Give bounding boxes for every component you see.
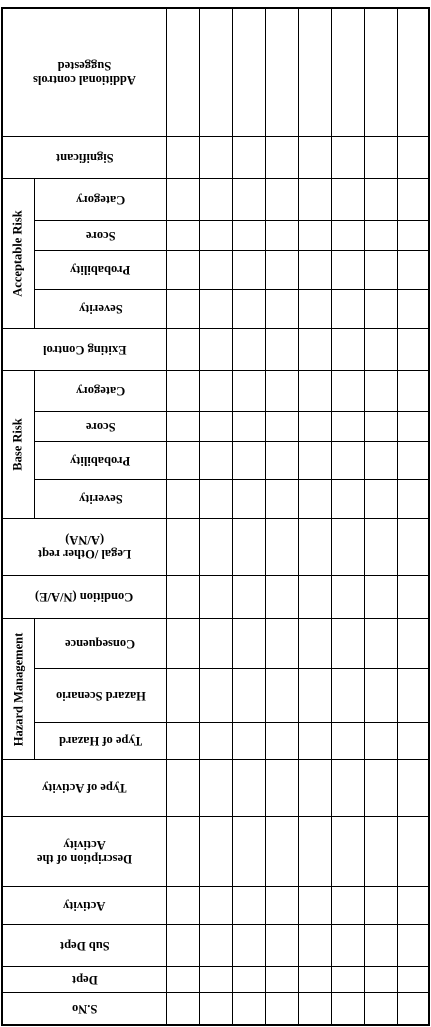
blank-cell <box>364 759 397 816</box>
blank-cell <box>265 668 298 722</box>
blank-cell <box>298 668 331 722</box>
header-acc-severity <box>34 289 166 328</box>
blank-cell <box>331 575 364 618</box>
blank-cell <box>298 411 331 441</box>
blank-cell <box>298 370 331 411</box>
header-acc-probability-label: Probability <box>70 263 131 277</box>
blank-cell <box>364 220 397 250</box>
blank-cell <box>199 328 232 370</box>
blank-cell <box>298 8 331 136</box>
header-legal-label: Legal /Other reqt (A/NA) <box>37 533 132 561</box>
blank-cell <box>166 759 199 816</box>
blank-cell <box>397 722 430 759</box>
header-acc-category-label: Category <box>75 192 126 207</box>
blank-cell <box>199 924 232 966</box>
blank-cell <box>265 136 298 178</box>
blank-cell <box>265 441 298 479</box>
blank-cell <box>298 816 331 886</box>
blank-cell <box>265 759 298 816</box>
header-base-severity-label: Severity <box>78 492 123 506</box>
blank-cell <box>298 518 331 575</box>
blank-cell <box>364 924 397 966</box>
blank-cell <box>331 966 364 992</box>
blank-cell <box>265 575 298 618</box>
blank-cell <box>298 966 331 992</box>
blank-cell <box>397 136 430 178</box>
blank-cell <box>199 668 232 722</box>
blank-cell <box>199 816 232 886</box>
blank-cell <box>166 992 199 1025</box>
blank-cell <box>232 178 265 220</box>
blank-cell <box>265 518 298 575</box>
blank-cell <box>166 411 199 441</box>
blank-cell <box>166 479 199 518</box>
blank-cell <box>265 722 298 759</box>
blank-cell <box>166 178 199 220</box>
blank-cell <box>331 136 364 178</box>
blank-cell <box>397 178 430 220</box>
header-activity-label: Activity <box>63 898 106 913</box>
group-hazard-management-label: Hazard Management <box>11 632 25 746</box>
blank-cell <box>199 250 232 289</box>
blank-cell <box>331 518 364 575</box>
header-type-of-activity-label: Type of Activity <box>42 781 127 795</box>
blank-cell <box>232 220 265 250</box>
blank-cell <box>166 289 199 328</box>
header-acc-severity-label: Severity <box>78 302 123 316</box>
blank-cell <box>397 411 430 441</box>
blank-cell <box>232 618 265 668</box>
blank-cell <box>232 328 265 370</box>
header-additional-controls-label: Additional controls Suggested <box>33 58 136 87</box>
blank-cell <box>265 992 298 1025</box>
blank-cell <box>298 924 331 966</box>
blank-cell <box>199 220 232 250</box>
blank-cell <box>397 886 430 924</box>
blank-cell <box>331 816 364 886</box>
blank-cell <box>397 370 430 411</box>
blank-cell <box>331 411 364 441</box>
blank-cell <box>232 722 265 759</box>
blank-cell <box>397 575 430 618</box>
header-base-category-label: Category <box>75 384 126 398</box>
blank-cell <box>298 289 331 328</box>
blank-cell <box>364 886 397 924</box>
blank-cell <box>364 668 397 722</box>
header-significant <box>2 136 166 178</box>
blank-cell <box>265 966 298 992</box>
header-type-of-activity <box>2 759 166 816</box>
blank-cell <box>199 178 232 220</box>
header-sub-dept <box>2 924 166 966</box>
blank-cell <box>166 8 199 136</box>
header-description-label: Description of the Activity <box>36 837 133 866</box>
blank-cell <box>397 759 430 816</box>
group-base-risk <box>2 370 34 518</box>
blank-cell <box>199 886 232 924</box>
header-legal <box>2 518 166 575</box>
group-base-risk-label: Base Risk <box>11 418 26 471</box>
header-hazard-scenario-label: Hazard Scenario <box>55 688 146 703</box>
blank-cell <box>397 250 430 289</box>
blank-cell <box>232 289 265 328</box>
blank-cell <box>331 220 364 250</box>
blank-cell <box>166 966 199 992</box>
blank-cell <box>199 289 232 328</box>
blank-cell <box>232 668 265 722</box>
header-existing-control <box>2 328 166 370</box>
blank-cell <box>265 370 298 411</box>
blank-cell <box>331 250 364 289</box>
blank-cell <box>298 618 331 668</box>
blank-cell <box>199 722 232 759</box>
blank-cell <box>298 575 331 618</box>
blank-cell <box>364 8 397 136</box>
blank-cell <box>364 518 397 575</box>
blank-cell <box>265 886 298 924</box>
blank-cell <box>397 479 430 518</box>
blank-cell <box>232 370 265 411</box>
blank-cell <box>199 575 232 618</box>
blank-cell <box>166 722 199 759</box>
blank-cell <box>232 518 265 575</box>
blank-cell <box>199 411 232 441</box>
blank-cell <box>364 250 397 289</box>
header-description <box>2 816 166 886</box>
blank-cell <box>199 518 232 575</box>
blank-cell <box>232 886 265 924</box>
blank-cell <box>232 479 265 518</box>
header-sub-dept-label: Sub Dept <box>59 938 110 953</box>
blank-cell <box>331 722 364 759</box>
blank-cell <box>364 966 397 992</box>
blank-cell <box>166 886 199 924</box>
header-acc-score-label: Score <box>85 228 116 243</box>
blank-cell <box>166 328 199 370</box>
blank-cell <box>397 220 430 250</box>
blank-cell <box>364 479 397 518</box>
blank-cell <box>364 328 397 370</box>
group-hazard-management <box>2 618 34 759</box>
blank-cell <box>364 618 397 668</box>
header-type-of-hazard-label: Type of Hazard <box>58 734 143 748</box>
blank-cell <box>166 816 199 886</box>
blank-cell <box>265 479 298 518</box>
group-acceptable-risk-label: Acceptable Risk <box>11 210 26 297</box>
blank-cell <box>331 924 364 966</box>
header-base-category <box>34 370 166 411</box>
header-sno <box>2 992 166 1025</box>
blank-cell <box>199 8 232 136</box>
blank-cell <box>298 220 331 250</box>
header-acc-probability <box>34 250 166 289</box>
blank-cell <box>397 441 430 479</box>
blank-cell <box>298 250 331 289</box>
header-base-severity <box>34 479 166 518</box>
blank-cell <box>199 992 232 1025</box>
blank-cell <box>265 250 298 289</box>
blank-cell <box>331 668 364 722</box>
blank-cell <box>199 618 232 668</box>
blank-cell <box>331 479 364 518</box>
blank-cell <box>331 886 364 924</box>
header-acc-score <box>34 220 166 250</box>
blank-cell <box>166 220 199 250</box>
blank-cell <box>397 289 430 328</box>
header-condition <box>2 575 166 618</box>
blank-cell <box>232 8 265 136</box>
blank-cell <box>199 370 232 411</box>
header-consequence <box>34 618 166 668</box>
blank-cell <box>397 992 430 1025</box>
blank-cell <box>364 178 397 220</box>
blank-cell <box>364 289 397 328</box>
blank-cell <box>298 722 331 759</box>
header-activity <box>2 886 166 924</box>
blank-cell <box>166 441 199 479</box>
blank-cell <box>331 178 364 220</box>
blank-cell <box>265 411 298 441</box>
blank-cell <box>199 441 232 479</box>
blank-cell <box>397 816 430 886</box>
blank-cell <box>364 136 397 178</box>
blank-cell <box>364 816 397 886</box>
blank-cell <box>298 178 331 220</box>
blank-cell <box>166 575 199 618</box>
blank-cell <box>331 441 364 479</box>
blank-cell <box>298 328 331 370</box>
blank-cell <box>199 966 232 992</box>
blank-cell <box>166 136 199 178</box>
blank-cell <box>265 618 298 668</box>
group-acceptable-risk <box>2 178 34 328</box>
blank-cell <box>397 618 430 668</box>
header-base-probability-label: Probability <box>70 453 131 468</box>
header-dept-label: Dept <box>71 972 98 987</box>
blank-cell <box>331 289 364 328</box>
blank-cell <box>232 411 265 441</box>
blank-cell <box>364 722 397 759</box>
header-sno-label: S.No <box>71 1002 98 1016</box>
blank-cell <box>298 479 331 518</box>
header-additional-controls <box>2 8 166 136</box>
blank-cell <box>166 518 199 575</box>
blank-cell <box>232 924 265 966</box>
blank-cell <box>331 8 364 136</box>
blank-cell <box>298 759 331 816</box>
header-significant-label: Significant <box>55 150 114 165</box>
blank-cell <box>397 966 430 992</box>
header-type-of-hazard <box>34 722 166 759</box>
blank-cell <box>265 816 298 886</box>
blank-cell <box>364 411 397 441</box>
blank-cell <box>232 966 265 992</box>
blank-cell <box>331 992 364 1025</box>
blank-cell <box>265 220 298 250</box>
header-base-score-label: Score <box>85 419 116 434</box>
blank-cell <box>166 668 199 722</box>
blank-cell <box>166 924 199 966</box>
blank-cell <box>331 759 364 816</box>
blank-cell <box>397 668 430 722</box>
blank-cell <box>331 370 364 411</box>
header-base-probability <box>34 441 166 479</box>
blank-cell <box>232 816 265 886</box>
blank-cell <box>232 759 265 816</box>
blank-cell <box>232 992 265 1025</box>
blank-cell <box>298 136 331 178</box>
blank-cell <box>331 328 364 370</box>
header-base-score <box>34 411 166 441</box>
blank-cell <box>232 136 265 178</box>
blank-cell <box>166 370 199 411</box>
blank-cell <box>232 575 265 618</box>
blank-cell <box>265 178 298 220</box>
header-existing-control-label: Exiting Control <box>42 342 127 357</box>
blank-cell <box>199 136 232 178</box>
blank-cell <box>166 250 199 289</box>
blank-cell <box>166 618 199 668</box>
blank-cell <box>364 575 397 618</box>
blank-cell <box>232 441 265 479</box>
blank-cell <box>298 441 331 479</box>
blank-cell <box>397 518 430 575</box>
blank-cell <box>265 924 298 966</box>
blank-cell <box>364 441 397 479</box>
blank-cell <box>397 924 430 966</box>
blank-cell <box>232 250 265 289</box>
header-acc-category <box>34 178 166 220</box>
blank-cell <box>199 759 232 816</box>
blank-cell <box>364 992 397 1025</box>
blank-cell <box>331 618 364 668</box>
blank-cell <box>265 8 298 136</box>
blank-cell <box>265 289 298 328</box>
blank-cell <box>265 328 298 370</box>
header-hazard-scenario <box>34 668 166 722</box>
blank-cell <box>298 886 331 924</box>
header-dept <box>2 966 166 992</box>
blank-cell <box>397 8 430 136</box>
header-consequence-label: Consequence <box>65 636 136 651</box>
blank-cell <box>298 992 331 1025</box>
blank-cell <box>199 479 232 518</box>
header-condition-label: Condition (N/A/E) <box>35 590 134 604</box>
blank-cell <box>397 328 430 370</box>
blank-cell <box>364 370 397 411</box>
